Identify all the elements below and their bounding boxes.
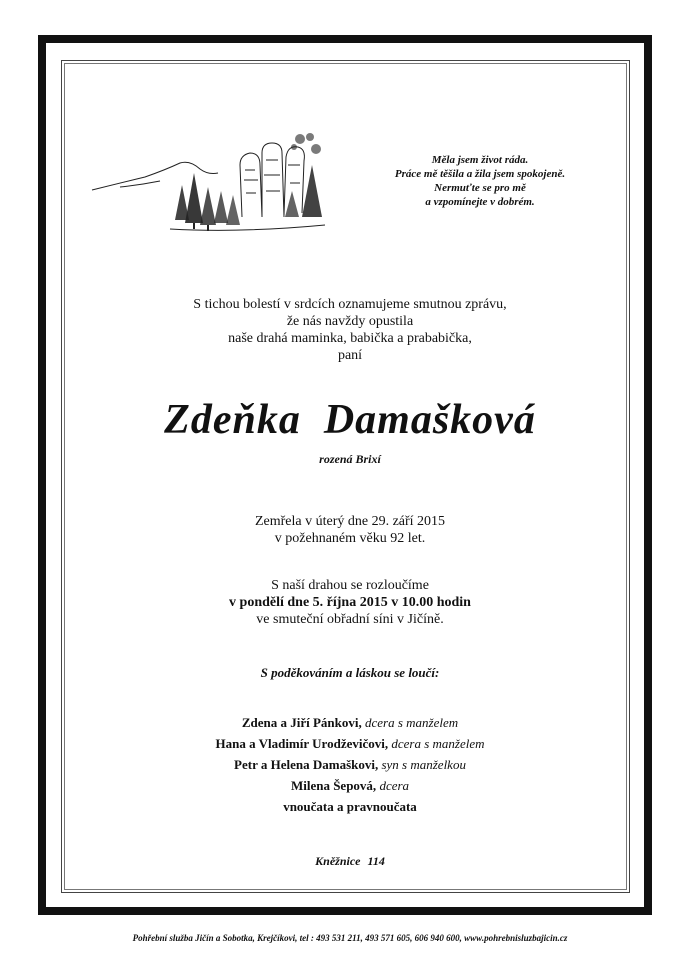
death-line: v požehnaném věku 92 let. xyxy=(274,531,426,546)
intro-line: S tichou bolestí v srdcích oznamujeme smutnou zprávu, xyxy=(193,297,507,312)
mourner-name: Hana a Vladimír Urodževičovi, xyxy=(215,736,389,751)
announcement-intro xyxy=(140,296,560,364)
mourner-relation: dcera s manželem xyxy=(388,736,485,751)
motto-line: a vzpomínejte v dobrém. xyxy=(425,196,535,208)
thanks-heading: S poděkováním a láskou se loučí: xyxy=(260,665,440,680)
mourner-name: Petr a Helena Damaškovi, xyxy=(234,757,379,772)
mourner-relation: syn s manželkou xyxy=(378,757,466,772)
funeral-line: S naší drahou se rozloučíme xyxy=(271,578,429,593)
mourner-row xyxy=(150,712,550,733)
mourner-relation: dcera xyxy=(376,778,410,793)
deceased-name: Zdeňka Damašková xyxy=(164,397,536,443)
rocks-and-trees-landscape-icon xyxy=(90,125,330,235)
mourner-row xyxy=(150,796,550,817)
intro-line: naše drahá maminka, babička a prababička, xyxy=(228,331,472,346)
mourner-relation: dcera s manželem xyxy=(361,715,459,730)
motto-line: Práce mě těšila a žila jsem spokojeně. xyxy=(394,168,566,180)
mourner-name: Zdena a Jiří Pánkovi, xyxy=(241,715,362,730)
mourner-row xyxy=(150,733,550,754)
death-line: Zemřela v úterý dne 29. září 2015 xyxy=(254,514,446,529)
funeral-place: ve smuteční obřadní síni v Jičíně. xyxy=(256,612,444,627)
funeral-info xyxy=(150,577,550,628)
death-info xyxy=(150,513,550,547)
mourners-list xyxy=(150,712,550,817)
mourner-name: Milena Šepová, xyxy=(290,778,377,793)
mourner-row xyxy=(150,754,550,775)
intro-line: že nás navždy opustila xyxy=(286,314,414,329)
address: Kněžnice 114 xyxy=(315,854,385,868)
intro-line: paní xyxy=(337,348,363,363)
motto-line: Nermuťte se pro mě xyxy=(434,182,526,194)
motto-line: Měla jsem život ráda. xyxy=(431,154,529,166)
mourner-row xyxy=(150,775,550,796)
motto-verse xyxy=(380,153,580,209)
maiden-name: rozená Brixí xyxy=(319,452,381,466)
mourner-name: vnoučata a pravnoučata xyxy=(283,799,417,814)
funeral-datetime: v pondělí dne 5. října 2015 v 10.00 hodin xyxy=(229,595,471,610)
funeral-service-footer: Pohřební služba Jičín a Sobotka, Krejčíkovi, tel : 493 531 211, 493 571 605, 606 940 600, www.pohrebnisluzbajicin.cz xyxy=(132,933,568,943)
